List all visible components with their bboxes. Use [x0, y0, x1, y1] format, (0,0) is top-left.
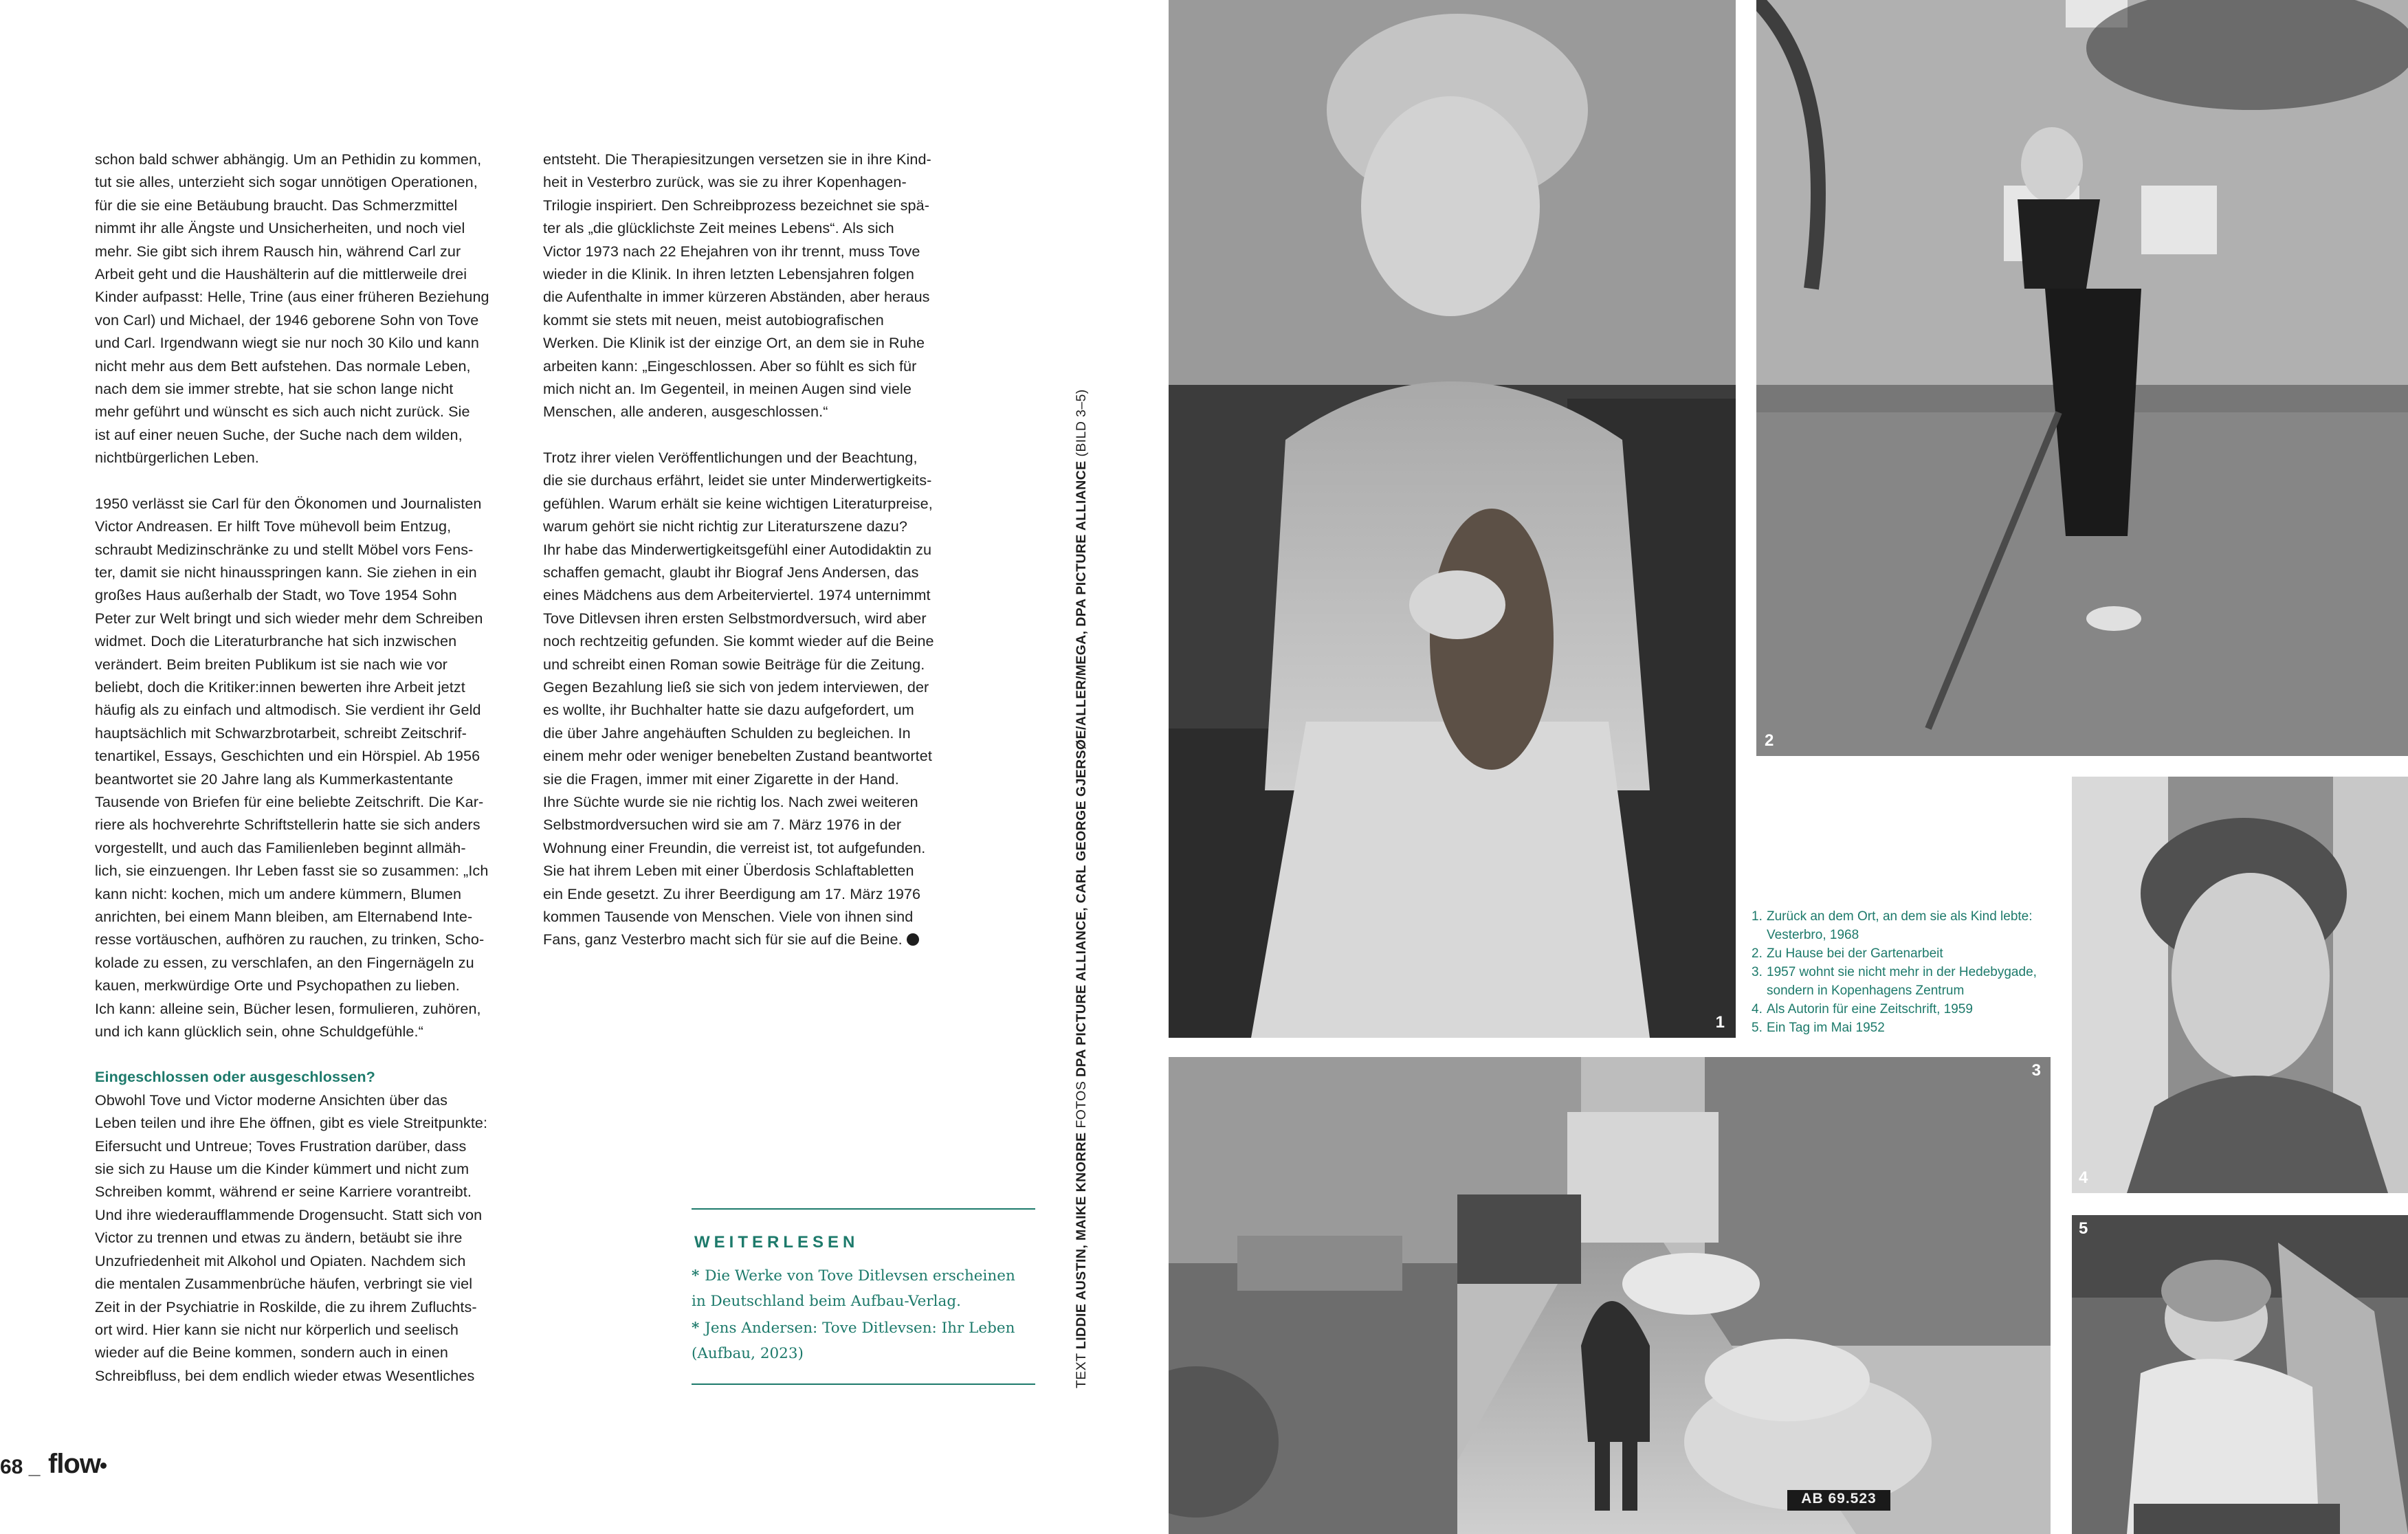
caption-item: 2. Zu Hause bei der Gartenarbeit — [1752, 946, 1943, 961]
caption-item: 1. Zurück an dem Ort, an dem sie als Kind lebte: Vesterbro, 1968 — [1752, 909, 2033, 942]
photo-credits — [1074, 389, 1090, 1388]
credits-authors: LIDDIE AUSTIN, MAIKE KNORRE — [1074, 1132, 1089, 1350]
photo-street-umbrella — [1169, 1057, 2051, 1534]
brand-logo: flow — [48, 1449, 100, 1479]
further-reading-item — [692, 1315, 1035, 1366]
article-paragraph: entsteht. Die Therapiesitzungen versetzen sie in ihre Kind- heit in Vesterbro zurück, was sie zu ihrer Kopenhagen- Trilogie inspiriert. Den Schreibprozess bezeichnet sie spä- ter als „die glücklichste Zeit meines Lebens“. Als sich Victor 1973 nach 22 Ehejahren von ihr trennt, muss Tove wieder in die Klinik. In ihren letzten Lebensjahren folgen die Aufenthalte in immer kürzeren Abständen, aber heraus kommt sie stets mit neuen, meist autobiografischen Werken. Die Klinik ist der einzige Ort, an dem sie in Ruhe arbeiten kann: „Eingeschlossen. Aber so fühlt es sich für mich nicht an. Im Gegenteil, in meinen Augen sind viele Menschen, alle anderen, ausgeschlossen.“ — [543, 151, 931, 421]
brand-dot-icon — [100, 1463, 107, 1469]
photo-woman-with-cat — [1169, 0, 1736, 1038]
license-plate: AB 69.523 — [1801, 1491, 1877, 1507]
page-number: 68 _ — [0, 1456, 41, 1478]
divider — [692, 1208, 1035, 1210]
credits-fotos-label: FOTOS — [1074, 1080, 1089, 1129]
further-reading-text: Jens Andersen: Tove Ditlevsen: Ihr Leben (Aufbau, 2023) — [692, 1320, 1015, 1362]
article-column-1 — [95, 148, 535, 1387]
asterisk-icon: * — [692, 1320, 700, 1337]
further-reading-item — [692, 1263, 1035, 1314]
article-paragraph — [543, 446, 976, 951]
divider — [692, 1383, 1035, 1385]
further-reading-text: Die Werke von Tove Ditlevsen erscheinen in Deutschland beim Aufbau-Verlag. — [692, 1267, 1015, 1310]
caption-item: 3. 1957 wohnt sie nicht mehr in der Hedebygade, sondern in Kopenhagens Zentrum — [1752, 965, 2037, 998]
photo-number: 5 — [2079, 1219, 2088, 1238]
credits-text-label: TEXT — [1074, 1353, 1089, 1388]
article-column-2 — [543, 148, 976, 951]
photo-deck-chair — [2072, 1215, 2408, 1534]
article-paragraph: 1950 verlässt sie Carl für den Ökonomen und Journalisten Victor Andreasen. Er hilft Tove mühevoll beim Entzug, schraubt Medizinschränke zu und stellt Möbel vors Fens- ter, damit sie nicht hinausspringen kann. Sie ziehen in ein großes Haus außerhalb der Stadt, wo Tove 1954 Sohn Peter zur Welt bringt und sich wieder mehr dem Schreiben widmet. Doch die Literaturbranche hat sich inzwischen verändert. Beim breiten Publikum ist sie nach wie vor beliebt, doch die Kritiker:innen bewerten ihre Arbeit jetzt häufig als zu einfach und altmodisch. Sie verdient ihr Geld hauptsächlich mit Schwarzbrotarbeit, schreibt Zeitschrif- tenartikel, Essays, Geschichten und ein Hörspiel. Ab 1956 beantwortet sie 20 Jahre lang als Kummerkastentante Tausende von Briefen für eine beliebte Zeitschrift. Die Kar- riere als hochverehrte Schriftstellerin hatte sie sich anders vorgestellt, und auch das Familienleben beginnt allmäh- lich, sie einzuengen. Ihr Leben fasst sie so zusammen: „Ich kann nicht: kochen, mich um andere kümmern, Blumen anrichten, bei einem Mann bleiben, am Elternabend Inte- resse vortäuschen, aufhören zu rauchen, zu trinken, Scho- kolade zu essen, zu verschlafen, an den Fingernägeln zu kauen, merkwürdige Orte und Psychopathen zu lieben. Ich kann: alleine sein, Bücher lesen, formulieren, zuhören, und ich kann glücklich sein, ohne Schuldgefühle.“ — [95, 494, 489, 1041]
article-paragraph-text: Trotz ihrer vielen Veröffentlichungen und der Beachtung, die sie durchaus erfährt, leidet sie unter Minderwertigkeits- gefühlen. Warum erhält sie keine wichtigen Literaturpreise, warum gehört sie nicht richtig zur Literaturszene dazu? Ihr habe das Minderwertigkeitsgefühl einer Autodidaktin zu schaffen gemacht, glaubt ihr Biograf Jens Andersen, das eines Mädchens aus dem Arbeiterviertel. 1974 unternimmt Tove Ditlevsen ihren ersten Selbstmordversuch, wird aber noch rechtzeitig gefunden. Sie kommt wieder auf die Beine und schreibt einen Roman sowie Beiträge für die Zeitung. Gegen Bezahlung ließ sie sich von jedem interviewen, der es wollte, ihr Buchhalter hatte sie dazu aufgefordert, um die über Jahre angehäuften Schulden zu begleichen. In einem mehr oder weniger benebelten Zustand beantwortet sie die Fragen, immer mit einer Zigarette in der Hand. Ihre Süchte wurde sie nie richtig los. Nach zwei weiteren Selbstmordversuchen wird sie am 7. März 1976 in der Wohnung einer Freundin, die verreist ist, tot aufgefunden. Sie hat ihrem Leben mit einer Überdosis Schlaftabletten ein Ende gesetzt. Zu ihrer Beerdigung am 17. März 1976 kommen Tausende von Menschen. Viele von ihnen sind Fans, ganz Vesterbro macht sich für sie auf die Beine. — [543, 448, 934, 948]
photo-garden-work — [1756, 0, 2408, 756]
photo-number: 1 — [1715, 1013, 1725, 1032]
photo-number: 2 — [1765, 731, 1774, 750]
article-paragraph: Obwohl Tove und Victor moderne Ansichten über das Leben teilen und ihre Ehe öffnen, gibt es viele Streitpunkte: Eifersucht und Untreue; Toves Frustration darüber, dass sie sich zu Hause um die Kinder kümmert und nicht zum Schreiben kommt, während er seine Karriere vorantreibt. Und ihre wiederaufflammende Drogensucht. Statt sich von Victor zu trennen und etwas zu ändern, betäubt sie ihre Unzufriedenheit mit Alkohol und Opiaten. Nachdem sich die mentalen Zusammenbrüche häufen, verbringt sie viel Zeit in der Psychiatrie in Roskilde, die zu ihrem Zufluchts- ort wird. Hier kann sie nicht nur körperlich und seelisch wieder auf die Beine kommen, sondern auch in einen Schreibfluss, bei dem endlich wieder etwas Wesentliches — [95, 1091, 488, 1384]
credits-note: (BILD 3–5) — [1074, 389, 1089, 457]
photo-portrait-author — [2072, 777, 2408, 1193]
article-subheading: Eingeschlossen oder ausgeschlossen? — [95, 1068, 375, 1086]
end-mark-icon — [907, 933, 919, 946]
photo-number: 4 — [2079, 1168, 2088, 1187]
photo-captions — [1752, 907, 2040, 1037]
caption-item: 4. Als Autorin für eine Zeitschrift, 1959 — [1752, 1002, 1973, 1016]
further-reading-title: WEITERLESEN — [694, 1233, 859, 1252]
photo-number: 3 — [2031, 1061, 2041, 1080]
caption-item: 5. Ein Tag im Mai 1952 — [1752, 1021, 1885, 1035]
asterisk-icon: * — [692, 1267, 700, 1285]
article-paragraph: schon bald schwer abhängig. Um an Pethidin zu kommen, tut sie alles, unterzieht sich sogar unnötigen Operationen, für die sie eine Betäubung braucht. Das Schmerzmittel nimmt ihr alle Ängste und Unsicherheiten, und noch viel mehr. Sie gibt sich ihrem Rausch hin, während Carl zur Arbeit geht und die Haushälterin auf die mittlerweile drei Kinder aufpasst: Helle, Trine (aus einer früheren Beziehung von Carl) und Michael, der 1946 geborene Sohn von Tove und Carl. Irgendwann wiegt sie nur noch 30 Kilo und kann nicht mehr aus dem Bett aufstehen. Das normale Leben, nach dem sie immer strebte, hat sie schon lange nicht mehr geführt und wünscht es sich auch nicht zurück. Sie ist auf einer neuen Suche, der Suche nach dem wilden, nichtbürgerlichen Leben. — [95, 151, 489, 467]
credits-photographers: DPA PICTURE ALLIANCE, CARL GEORGE GJERSØE/ALLER/MEGA, DPA PICTURE ALLIANCE — [1074, 460, 1089, 1078]
